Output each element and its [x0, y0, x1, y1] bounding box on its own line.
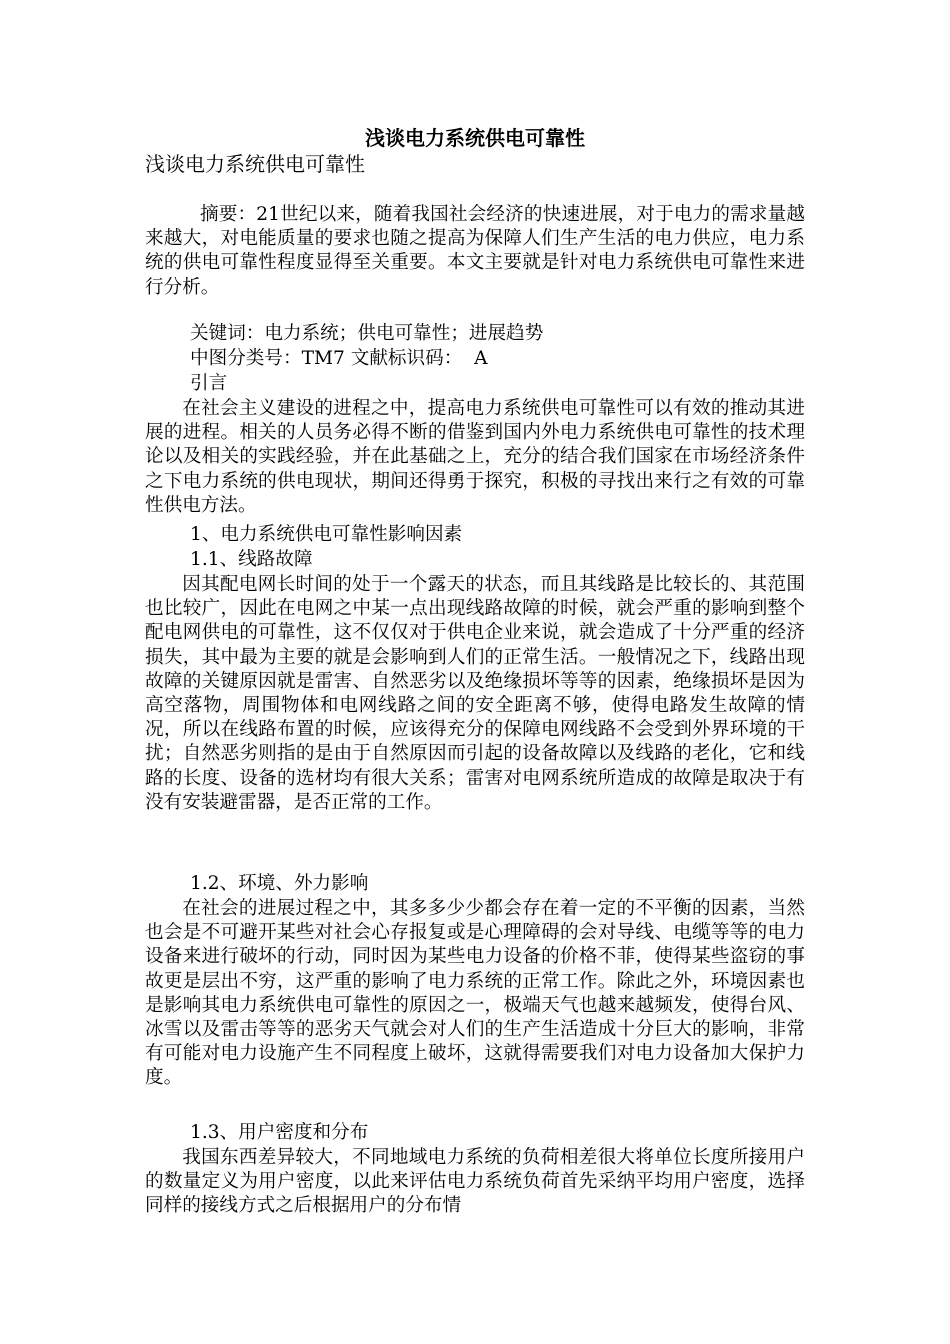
section-1-3-heading: 1.3、用户密度和分布: [190, 1122, 369, 1143]
section-1-2-paragraph: 在社会的进展过程之中，其多多少少都会存在着一定的不平衡的因素，当然也会是不可避开某些对社会心存报复或是心理障碍的会对导线、电缆等等的电力设备来进行破坏的行动，同时因为某些电力设备的价格不菲，使得某些盗窃的事故更是层出不穷，这严重的影响了电力系统的正常工作。除此之外，环境因素也是影响其电力系统供电可靠性的原因之一，极端天气也越来越频发，使得台风、冰雪以及雷击等等的恶劣天气就会对人们的生产生活造成十分巨大的影响，非常有可能对电力设施产生不同程度上破坏，这就得需要我们对电力设备加大保护力度。: [145, 898, 805, 1089]
classification-line: 中图分类号：TM7 文献标识码： A: [190, 348, 488, 369]
section-1-1-heading: 1.1、线路故障: [190, 549, 313, 570]
abstract-paragraph: 摘要：21世纪以来，随着我国社会经济的快速进展，对于电力的需求量越来越大，对电能质量的要求也随之提高为保障人们生产生活的电力供应，电力系统的供电可靠性程度显得至关重要。本文主要就是针对电力系统供电可靠性来进行分析。: [145, 204, 805, 298]
document-title: 浅谈电力系统供电可靠性: [365, 126, 585, 150]
section-1-1-paragraph: 因其配电网长时间的处于一个露天的状态，而且其线路是比较长的、其范围也比较广，因此在电网之中某一点出现线路故障的时候，就会严重的影响到整个配电网供电的可靠性，这不仅仅对于供电企业来说，就会造成了十分严重的经济损失，其中最为主要的就是会影响到人们的正常生活。一般情况之下，线路出现故障的关键原因就是雷害、自然恶劣以及绝缘损坏等等的因素，绝缘损坏是因为高空落物，周围物体和电网线路之间的安全距离不够，使得电路发生故障的情况，所以在线路布置的时候，应该得充分的保障电网线路不会受到外界环境的干扰；自然恶劣则指的是由于自然原因而引起的设备故障以及线路的老化，它和线路的长度、设备的选材均有很大关系；雷害对电网系统所造成的故障是取决于有没有安装避雷器，是否正常的工作。: [145, 574, 805, 813]
document-subtitle: 浅谈电力系统供电可靠性: [145, 152, 365, 176]
intro-heading: 引言: [190, 373, 228, 394]
section-1-heading: 1、电力系统供电可靠性影响因素: [190, 524, 463, 545]
intro-paragraph: 在社会主义建设的进程之中，提高电力系统供电可靠性可以有效的推动其进展的进程。相关的人员务必得不断的借鉴到国内外电力系统供电可靠性的技术理论以及相关的实践经验，并在此基础之上，充分的结合我们国家在市场经济条件之下电力系统的供电现状，期间还得勇于探究，积极的寻找出来行之有效的可靠性供电方法。: [145, 398, 805, 516]
section-1-2-heading: 1.2、环境、外力影响: [190, 873, 369, 894]
keywords-line: 关键词：电力系统；供电可靠性；进展趋势: [190, 323, 544, 344]
section-1-3-paragraph: 我国东西差异较大，不同地域电力系统的负荷相差很大将单位长度所接用户的数量定义为用户密度，以此来评估电力系统负荷首先采纳平均用户密度，选择同样的接线方式之后根据用户的分布情: [145, 1147, 805, 1217]
